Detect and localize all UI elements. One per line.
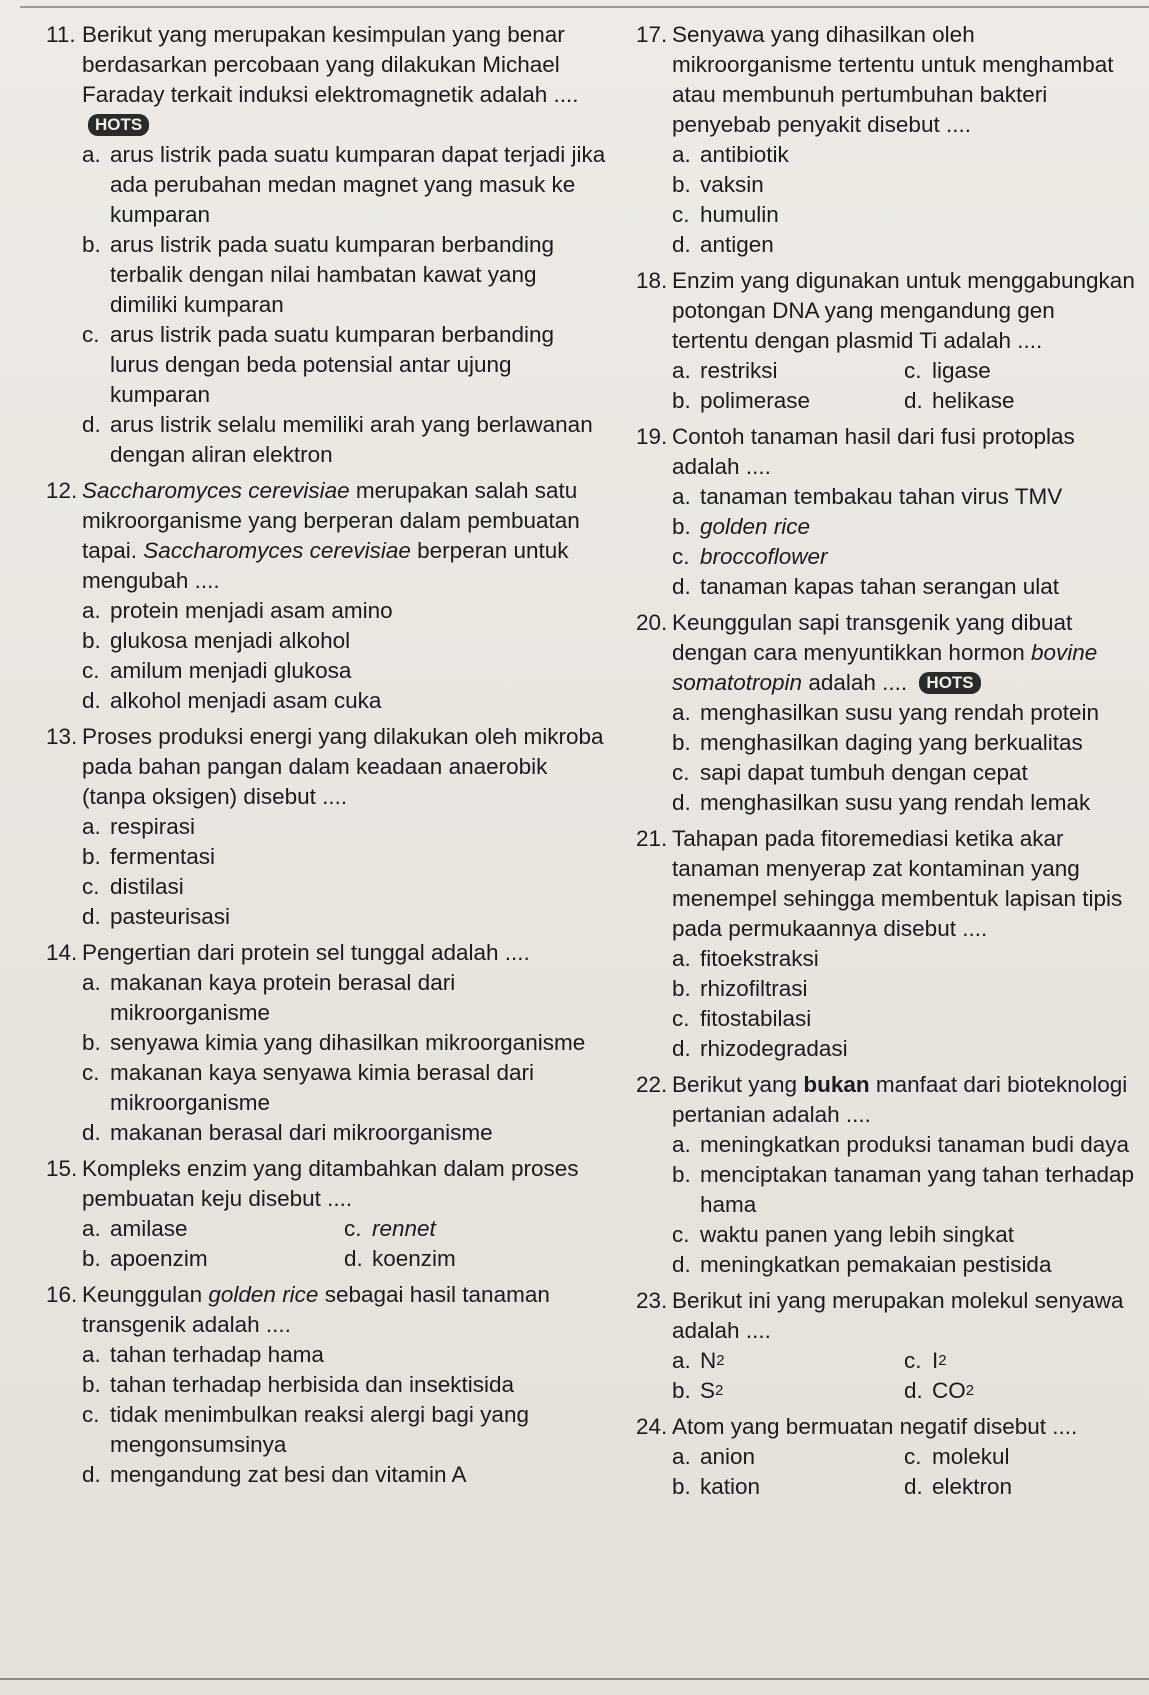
hots-badge: HOTS: [919, 672, 980, 694]
question-number: 19.: [636, 424, 668, 449]
question-15: [46, 1154, 606, 1274]
option-c: c. ligase: [904, 358, 991, 383]
question-11: [46, 20, 606, 470]
option-c: c. molekul: [904, 1444, 1010, 1469]
question-text: Berikut yang bukan manfaat dari bioteknologi pertanian adalah ....: [672, 1072, 1128, 1127]
option-c: c. sapi dapat tumbuh dengan cepat: [672, 760, 1028, 785]
option-c: c. fitostabilasi: [672, 1006, 812, 1031]
option-a: a. makanan kaya protein berasal dari mikroorganisme: [82, 970, 456, 1025]
options: [636, 356, 1136, 416]
option-a: a. menghasilkan susu yang rendah protein: [672, 700, 1100, 725]
options: [636, 1442, 1136, 1502]
question-number: 11.: [46, 22, 76, 47]
options: [46, 812, 606, 932]
option-a: a. tanaman tembakau tahan virus TMV: [672, 484, 1063, 509]
options: [636, 1346, 1136, 1406]
option-b: b. apoenzim: [82, 1246, 208, 1271]
option-d: d. rhizodegradasi: [672, 1036, 848, 1061]
option-a: a. protein menjadi asam amino: [82, 598, 393, 623]
question-21: [636, 824, 1136, 1064]
question-number: 18.: [636, 268, 668, 293]
option-b: b. glukosa menjadi alkohol: [82, 628, 351, 653]
options: [636, 1130, 1136, 1280]
option-b: b. arus listrik pada suatu kumparan berbanding terbalik dengan nilai hambatan kawat yang dimiliki kumparan: [82, 232, 555, 317]
option-b: b. senyawa kimia yang dihasilkan mikroorganisme: [82, 1030, 586, 1055]
question-number: 12.: [46, 478, 78, 503]
options: [636, 698, 1136, 818]
options: [636, 482, 1136, 602]
question-23: [636, 1286, 1136, 1406]
question-18: [636, 266, 1136, 416]
options: [46, 140, 606, 470]
question-text: Atom yang bermuatan negatif disebut ....: [672, 1414, 1078, 1439]
question-number: 21.: [636, 826, 668, 851]
question-text: Contoh tanaman hasil dari fusi protoplas adalah ....: [672, 424, 1075, 479]
option-d: d. tanaman kapas tahan serangan ulat: [672, 574, 1060, 599]
option-b: b. vaksin: [672, 172, 764, 197]
option-b: b. S 2: [672, 1378, 724, 1403]
question-16: [46, 1280, 606, 1490]
option-a: a. antibiotik: [672, 142, 789, 167]
option-b: b. rhizofiltrasi: [672, 976, 808, 1001]
question-19: [636, 422, 1136, 602]
option-a: a. N 2: [672, 1348, 725, 1373]
question-17: [636, 20, 1136, 260]
question-text: Keunggulan sapi transgenik yang dibuat dengan cara menyuntikkan hormon bovine somatotropin adalah .... HOTS: [672, 610, 1098, 695]
option-c: c. tidak menimbulkan reaksi alergi bagi yang mengonsumsinya: [82, 1402, 529, 1457]
option-d: d. arus listrik selalu memiliki arah yang berlawanan dengan aliran elektron: [82, 412, 593, 467]
option-d: d. helikase: [904, 388, 1015, 413]
question-20: [636, 608, 1136, 818]
options: [46, 1340, 606, 1490]
option-d: d. koenzim: [344, 1246, 456, 1271]
question-number: 13.: [46, 724, 78, 749]
option-d: d. makanan berasal dari mikroorganisme: [82, 1120, 493, 1145]
question-number: 20.: [636, 610, 668, 635]
option-c: c. rennet: [344, 1216, 436, 1241]
option-a: a. anion: [672, 1444, 756, 1469]
question-number: 24.: [636, 1414, 668, 1439]
bottom-divider: [0, 1678, 1149, 1680]
option-d: d. antigen: [672, 232, 774, 257]
options: [46, 1214, 606, 1274]
question-number: 17.: [636, 22, 668, 47]
option-d: d. menghasilkan susu yang rendah lemak: [672, 790, 1091, 815]
question-text: Kompleks enzim yang ditambahkan dalam proses pembuatan keju disebut ....: [82, 1156, 579, 1211]
option-b: b. polimerase: [672, 388, 811, 413]
question-text: Saccharomyces cerevisiae merupakan salah satu mikroorganisme yang berperan dalam pembuatan tapai. Saccharomyces cerevisiae berperan untuk mengubah ....: [82, 478, 580, 593]
option-d: d. CO 2: [904, 1378, 975, 1403]
option-b: b. menghasilkan daging yang berkualitas: [672, 730, 1083, 755]
question-24: [636, 1412, 1136, 1502]
top-divider: [20, 6, 1149, 8]
question-number: 14.: [46, 940, 78, 965]
option-a: a. amilase: [82, 1216, 188, 1241]
question-13: [46, 722, 606, 932]
question-number: 23.: [636, 1288, 668, 1313]
option-a: a. fitoekstraksi: [672, 946, 819, 971]
options: [46, 596, 606, 716]
option-a: a. restriksi: [672, 358, 778, 383]
option-a: a. tahan terhadap hama: [82, 1342, 324, 1367]
question-number: 22.: [636, 1072, 668, 1097]
question-text: Senyawa yang dihasilkan oleh mikroorganisme tertentu untuk menghambat atau membunuh pertumbuhan bakteri penyebab penyakit disebut ....: [672, 22, 1114, 137]
question-number: 15.: [46, 1156, 78, 1181]
option-d: d. alkohol menjadi asam cuka: [82, 688, 382, 713]
question-22: [636, 1070, 1136, 1280]
question-text: Keunggulan golden rice sebagai hasil tanaman transgenik adalah ....: [82, 1282, 550, 1337]
option-d: d. meningkatkan pemakaian pestisida: [672, 1252, 1052, 1277]
option-b: b. kation: [672, 1474, 761, 1499]
option-c: c. humulin: [672, 202, 779, 227]
options: [636, 944, 1136, 1064]
option-b: b. fermentasi: [82, 844, 216, 869]
question-text: Pengertian dari protein sel tunggal adalah ....: [82, 940, 530, 965]
question-text: Enzim yang digunakan untuk menggabungkan potongan DNA yang mengandung gen tertentu dengan plasmid Ti adalah ....: [672, 268, 1135, 353]
option-d: d. pasteurisasi: [82, 904, 231, 929]
hots-badge: HOTS: [88, 114, 149, 136]
question-text: Berikut yang merupakan kesimpulan yang benar berdasarkan percobaan yang dilakukan Michael Faraday terkait induksi elektromagnetik adalah .... HOTS: [82, 22, 579, 134]
question-text: Tahapan pada fitoremediasi ketika akar tanaman menyerap zat kontaminan yang menempel sehingga membentuk lapisan tipis pada permukaannya disebut ....: [672, 826, 1123, 941]
option-c: c. waktu panen yang lebih singkat: [672, 1222, 1014, 1247]
options: [636, 140, 1136, 260]
option-c: c. I 2: [904, 1348, 947, 1373]
option-d: d. elektron: [904, 1474, 1013, 1499]
option-a: a. respirasi: [82, 814, 196, 839]
option-c: c. arus listrik pada suatu kumparan berbanding lurus dengan beda potensial antar ujung kumparan: [82, 322, 555, 407]
option-c: c. broccoflower: [672, 544, 828, 569]
option-c: c. distilasi: [82, 874, 184, 899]
option-a: a. arus listrik pada suatu kumparan dapat terjadi jika ada perubahan medan magnet yang masuk ke kumparan: [82, 142, 606, 227]
option-c: c. makanan kaya senyawa kimia berasal dari mikroorganisme: [82, 1060, 534, 1115]
option-c: c. amilum menjadi glukosa: [82, 658, 352, 683]
question-number: 16.: [46, 1282, 78, 1307]
option-a: a. meningkatkan produksi tanaman budi daya: [672, 1132, 1130, 1157]
question-12: [46, 476, 606, 716]
question-text: Proses produksi energi yang dilakukan oleh mikroba pada bahan pangan dalam keadaan anaerobik (tanpa oksigen) disebut ....: [82, 724, 604, 809]
right-column: [636, 20, 1136, 1508]
option-d: d. mengandung zat besi dan vitamin A: [82, 1462, 467, 1487]
option-b: b. golden rice: [672, 514, 811, 539]
options: [46, 968, 606, 1148]
option-b: b. tahan terhadap herbisida dan insektisida: [82, 1372, 515, 1397]
question-text: Berikut ini yang merupakan molekul senyawa adalah ....: [672, 1288, 1124, 1343]
question-14: [46, 938, 606, 1148]
option-b: b. menciptakan tanaman yang tahan terhadap hama: [672, 1162, 1135, 1217]
left-column: [46, 20, 606, 1496]
